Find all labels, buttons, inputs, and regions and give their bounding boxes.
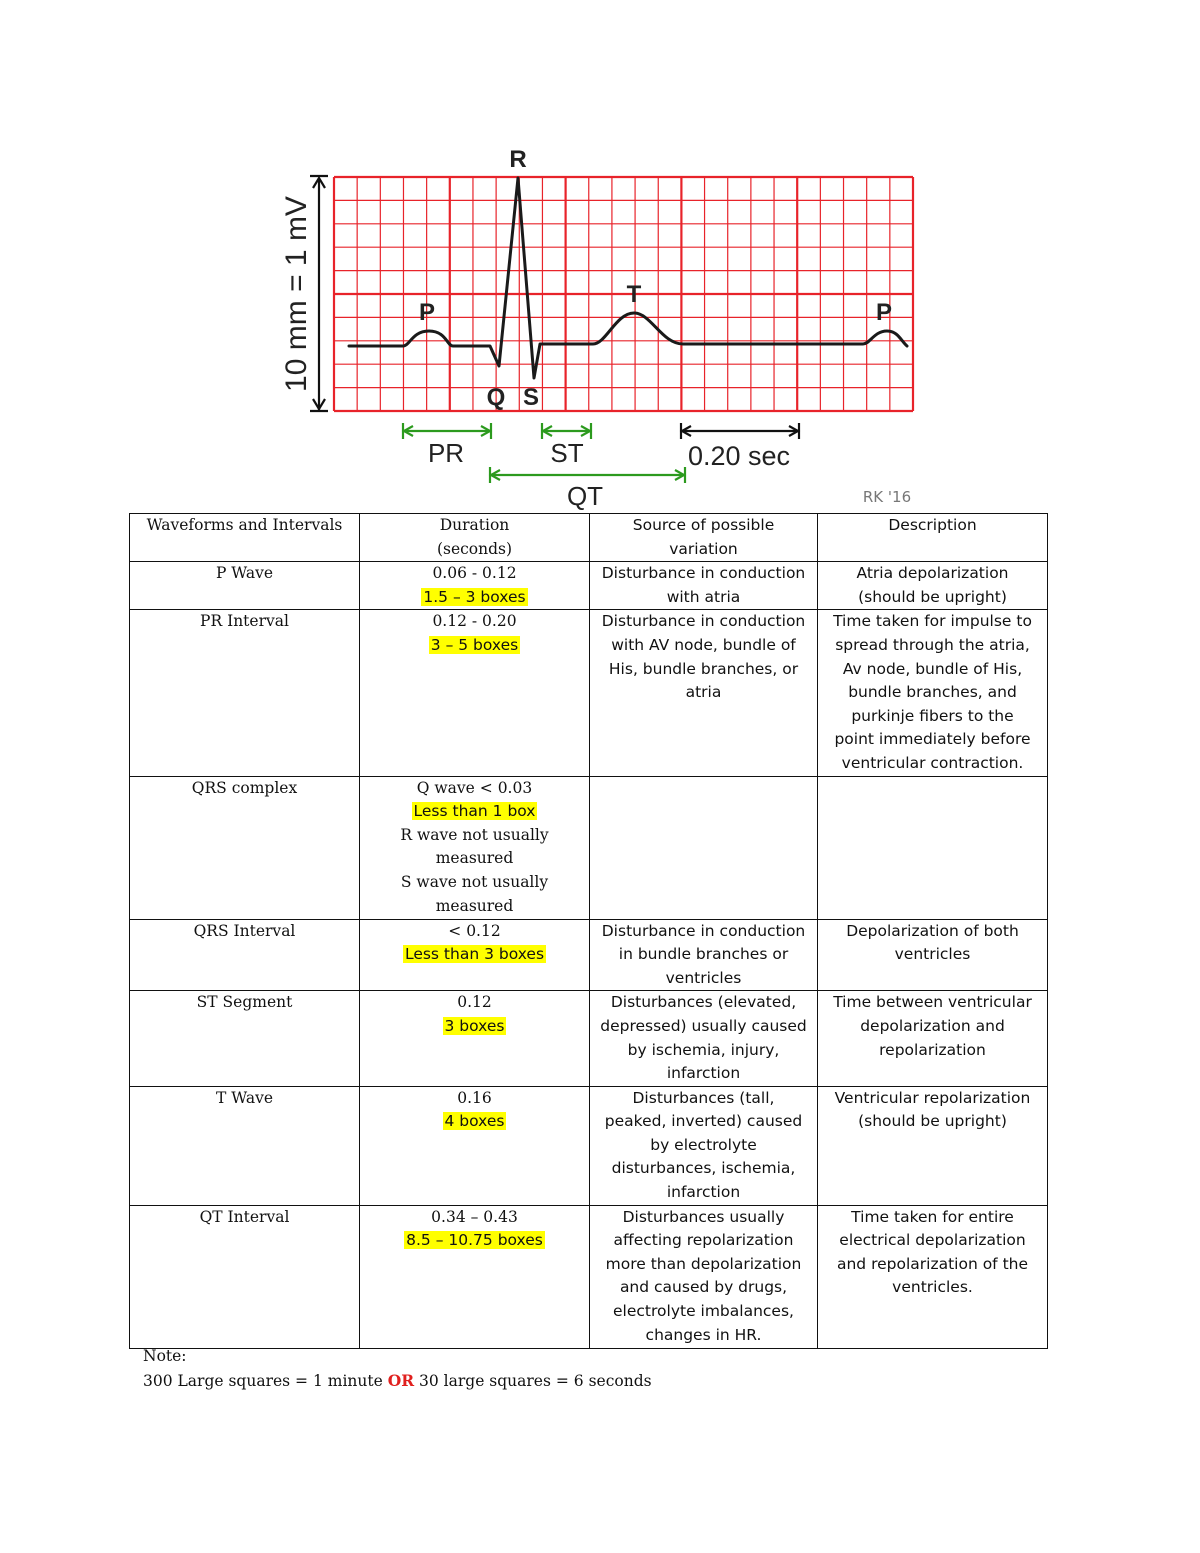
table-row-qrs-complex <box>130 776 1048 919</box>
ecg-trace <box>349 178 907 378</box>
s-wave-label: S <box>522 384 540 411</box>
table-row-pr-interval <box>130 610 1048 776</box>
p-wave-label: P <box>418 299 436 326</box>
header-waveforms: Waveforms and Intervals <box>130 514 360 562</box>
cell-description <box>818 776 1048 919</box>
cell-waveform-name: T Wave <box>130 1086 360 1205</box>
cell-source: Disturbance in conduction with AV node, bundle of His, bundle branches, or atria <box>590 610 818 776</box>
cell-duration <box>360 776 590 919</box>
cell-waveform-name: QT Interval <box>130 1205 360 1348</box>
duration-boxes-highlight: Less than 3 boxes <box>404 945 545 964</box>
duration-boxes-highlight: 3 boxes <box>444 1016 505 1035</box>
note-heading: Note: <box>143 1347 187 1365</box>
table-row-qrs-interval <box>130 919 1048 991</box>
duration-boxes-highlight: 3 – 5 boxes <box>430 635 519 654</box>
ecg-intervals-table <box>129 513 1048 1349</box>
cell-duration <box>360 610 590 776</box>
duration-boxes-highlight: 8.5 – 10.75 boxes <box>406 1231 543 1250</box>
cell-waveform-name: PR Interval <box>130 610 360 776</box>
r-wave-label: R <box>509 146 527 173</box>
p-wave-next-label: P <box>875 299 893 326</box>
st-segment-arrow <box>542 423 591 439</box>
time-scale-arrow <box>681 423 799 439</box>
duration-value: S wave not usually <box>400 872 549 891</box>
cell-description: Depolarization of both ventricles <box>818 919 1048 991</box>
author-credit: RK '16 <box>862 488 912 506</box>
cell-duration <box>360 1205 590 1348</box>
header-source: Source of possible variation <box>590 514 818 562</box>
cell-waveform-name: QRS complex <box>130 776 360 919</box>
cell-source: Disturbances (tall, peaked, inverted) caused by electrolyte disturbances, ischemia, infarction <box>590 1086 818 1205</box>
q-wave-label: Q <box>486 384 506 411</box>
cell-description: Time between ventricular depolarization and repolarization <box>818 991 1048 1086</box>
table-row-qt-interval <box>130 1205 1048 1348</box>
cell-description: Atria depolarization (should be upright) <box>818 562 1048 610</box>
t-wave-label: T <box>626 281 642 308</box>
table-row-t-wave <box>130 1086 1048 1205</box>
cell-source: Disturbances usually affecting repolarization more than depolarization and caused by drugs, electrolyte imbalances, changes in HR. <box>590 1205 818 1348</box>
cell-waveform-name: ST Segment <box>130 991 360 1086</box>
header-description: Description <box>818 514 1048 562</box>
duration-value: < 0.12 <box>448 921 501 940</box>
time-scale-label: 0.20 sec <box>687 441 791 471</box>
cell-description: Time taken for impulse to spread through the atria, Av node, bundle of His, bundle branches, and purkinje fibers to the point immediately before ventricular contraction. <box>818 610 1048 776</box>
cell-duration <box>360 1086 590 1205</box>
duration-value: 0.12 - 0.20 <box>432 612 517 631</box>
duration-value: 0.06 - 0.12 <box>432 564 517 583</box>
header-duration: Duration (seconds) <box>360 514 590 562</box>
duration-value: measured <box>435 849 514 868</box>
duration-value: 0.12 <box>457 993 492 1012</box>
table-row-st-segment <box>130 991 1048 1086</box>
cell-waveform-name: QRS Interval <box>130 919 360 991</box>
note-text: 300 Large squares = 1 minute OR 30 large squares = 6 seconds <box>143 1371 652 1390</box>
duration-value: 0.34 – 0.43 <box>431 1207 518 1226</box>
ecg-figure <box>0 0 1200 512</box>
duration-boxes-highlight: 4 boxes <box>444 1112 505 1131</box>
cell-waveform-name: P Wave <box>130 562 360 610</box>
cell-duration <box>360 562 590 610</box>
duration-value: R wave not usually <box>400 825 549 844</box>
cell-duration <box>360 991 590 1086</box>
ecg-grid <box>334 177 913 411</box>
duration-boxes-highlight: Less than 1 box <box>413 802 536 821</box>
cell-source <box>590 776 818 919</box>
table-row-p-wave <box>130 562 1048 610</box>
qt-interval-label: QT <box>566 481 604 511</box>
cell-source: Disturbance in conduction with atria <box>590 562 818 610</box>
duration-value: measured <box>435 896 514 915</box>
table-header-row <box>130 514 1048 562</box>
cell-description: Ventricular repolarization (should be upright) <box>818 1086 1048 1205</box>
st-segment-label: ST <box>550 438 584 468</box>
cell-description: Time taken for entire electrical depolarization and repolarization of the ventricles. <box>818 1205 1048 1348</box>
amplitude-scale-label: 10 mm = 1 mV <box>280 196 313 392</box>
note-or: OR <box>387 1371 415 1390</box>
duration-boxes-highlight: 1.5 – 3 boxes <box>423 587 526 606</box>
duration-value: Q wave < 0.03 <box>416 778 533 797</box>
pr-interval-label: PR <box>427 438 465 468</box>
pr-interval-arrow <box>403 423 491 439</box>
duration-value: 0.16 <box>457 1088 492 1107</box>
cell-duration <box>360 919 590 991</box>
cell-source: Disturbance in conduction in bundle branches or ventricles <box>590 919 818 991</box>
cell-source: Disturbances (elevated, depressed) usually caused by ischemia, injury, infarction <box>590 991 818 1086</box>
